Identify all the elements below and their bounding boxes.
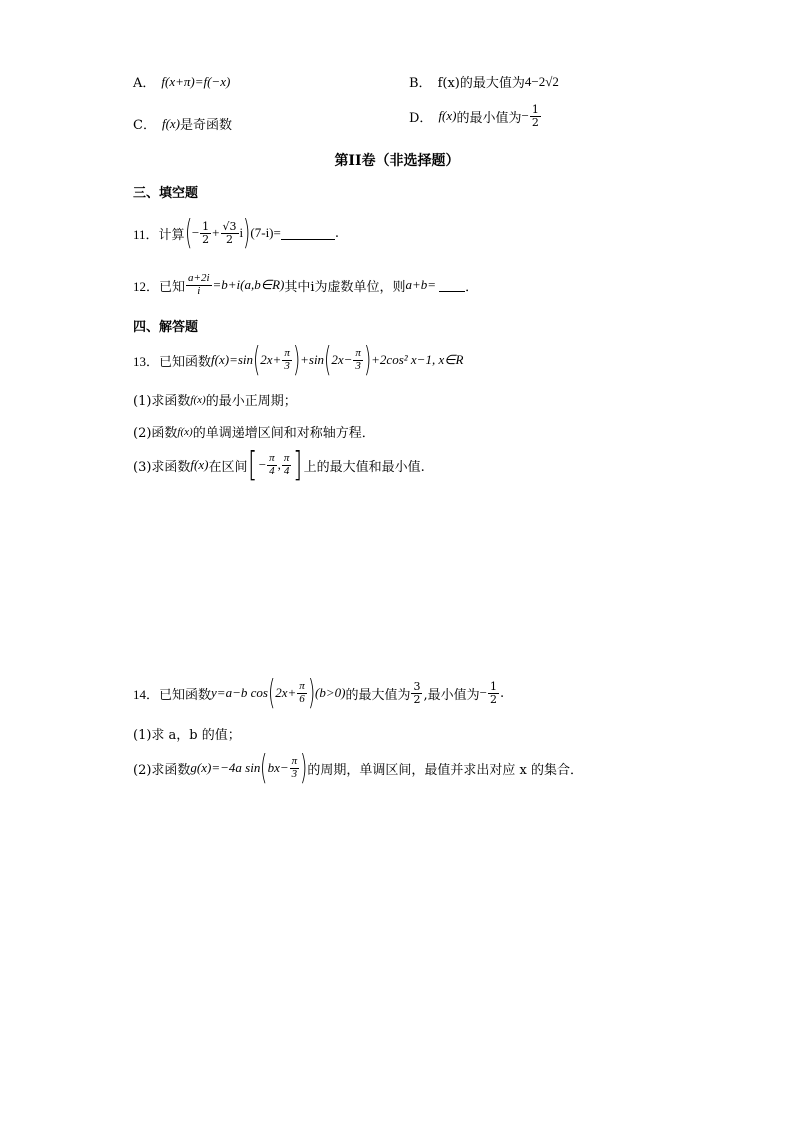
question-14	[133, 673, 505, 713]
q13-sub1-tail: 的最小正周期；	[205, 394, 297, 409]
option-a	[133, 72, 230, 91]
q14-sub2-text: (2)求函数	[133, 762, 191, 778]
fraction-denominator: 2	[413, 692, 421, 706]
fraction-numerator: π	[355, 346, 361, 359]
imaginary-unit: i	[239, 225, 244, 240]
left-paren: (	[324, 340, 332, 380]
fraction-denominator: 2	[531, 115, 539, 129]
fraction-denominator: i	[197, 284, 201, 297]
fraction-denominator: 2	[489, 692, 497, 706]
option-a-expr: f(x+π)=f(−x)	[161, 73, 231, 89]
fraction-denominator: 2	[202, 232, 210, 246]
option-d-text: 的最小值为	[456, 110, 522, 126]
fraction-denominator: 3	[355, 359, 361, 372]
q13-sub3-tail: 上的最大值和最小值.	[303, 459, 425, 475]
fraction-denominator: 3	[291, 767, 298, 780]
comma: ,	[277, 457, 281, 472]
q13-p2: 2x−	[331, 352, 353, 367]
q14-end: .	[499, 685, 505, 701]
fraction-denominator: 3	[284, 359, 290, 372]
q14-max-fraction	[411, 681, 422, 705]
plus-sign: +	[212, 225, 220, 240]
option-d-sign: −	[521, 108, 529, 124]
q11-number: 11．	[133, 226, 159, 242]
option-c-prefix: f(x)	[161, 115, 180, 131]
fraction-numerator: π	[269, 451, 275, 464]
q12-number: 12．	[133, 278, 160, 294]
option-d-fraction	[530, 104, 541, 128]
q13-p1: 2x+	[260, 352, 282, 367]
option-d-label: D．	[409, 110, 433, 126]
q11-text: 计算	[158, 227, 185, 243]
q12-expr2: a+b=	[405, 277, 437, 293]
fraction-numerator: π	[299, 679, 305, 692]
minus-sign: −	[258, 457, 267, 472]
q13-p1-fraction	[282, 348, 292, 372]
q14-sub2-expr: g(x)=−4a sin	[190, 760, 261, 775]
q13-p2-fraction	[353, 348, 363, 372]
q14-sub2-p: bx−	[267, 760, 289, 775]
q14-sub-1	[133, 724, 241, 743]
option-c	[133, 114, 232, 133]
q14-cond: (b>0)	[315, 685, 346, 700]
section-title-text: 第II卷（非选择题）	[334, 153, 460, 169]
q11-fraction-2	[221, 221, 239, 245]
q13-sub-2	[133, 422, 375, 441]
q11-fraction-1	[200, 221, 211, 245]
q13-sub-3	[133, 445, 425, 485]
q14-sub1-text: (1)求 a，b 的值；	[133, 728, 241, 743]
q13-expr-start: f(x)=sin	[211, 352, 254, 367]
q13-sub3-text: (3)求函数	[133, 459, 191, 475]
fraction-numerator: π	[284, 346, 290, 359]
right-paren: )	[300, 748, 308, 788]
solve-heading-text: 四、解答题	[133, 320, 199, 335]
fraction-numerator: π	[291, 754, 298, 767]
fraction-denominator: 4	[283, 464, 290, 477]
q14-p: 2x+	[275, 685, 297, 700]
q12-end: ．	[465, 279, 479, 295]
option-a-label: A．	[133, 76, 156, 91]
left-paren: (	[267, 673, 276, 713]
left-paren: (	[260, 748, 268, 788]
fraction-numerator: 1	[489, 679, 497, 693]
option-b-value: 4−2√2	[524, 73, 559, 89]
section-title	[0, 150, 794, 170]
q13-sub2-f: f(x)	[177, 425, 193, 438]
fraction-numerator: 1	[202, 219, 210, 233]
q13-text: 已知函数	[159, 354, 212, 370]
fraction-numerator: 3	[413, 679, 421, 693]
option-b-label: B．	[409, 76, 432, 91]
left-bracket: [	[248, 445, 258, 485]
solve-heading	[133, 316, 198, 335]
q13-sub3-f: f(x)	[190, 457, 209, 472]
q13-sub3-right-fraction	[282, 453, 292, 477]
left-paren: (	[253, 340, 261, 380]
option-c-suffix: 是奇函数	[180, 118, 233, 133]
q14-text: 已知函数	[159, 687, 212, 703]
q11-end: .	[334, 225, 339, 241]
right-paren: )	[363, 340, 372, 380]
fraction-numerator: √3	[222, 219, 237, 233]
option-b	[409, 72, 559, 91]
q14-sub-2	[133, 748, 584, 788]
q13-sub-1	[133, 390, 297, 409]
q12-expr: =b+i(a,b∈R)	[212, 277, 285, 293]
option-b-prefix: f(x)的最大值为	[437, 76, 525, 91]
fraction-denominator: 4	[269, 464, 275, 477]
option-d-prefix: f(x)	[438, 108, 457, 124]
fraction-denominator: 2	[226, 232, 233, 246]
q14-t2: ,最小值为	[423, 687, 480, 703]
q13-mid: +sin	[300, 352, 325, 367]
fill-in-heading-text: 三、填空题	[133, 186, 199, 201]
fraction-numerator: π	[283, 451, 290, 464]
q13-sub3-mid: 在区间	[208, 459, 248, 475]
q13-tail: +2cos² x−1, x∈R	[371, 352, 464, 367]
right-paren: )	[243, 213, 251, 253]
question-11	[133, 213, 339, 253]
q13-number: 13．	[133, 353, 160, 369]
fill-in-heading	[133, 182, 198, 201]
question-13	[133, 340, 464, 380]
q14-expr: y=a−b cos	[211, 685, 268, 700]
q14-sub2-tail: 的周期，单调区间，最值并求出对应 x 的集合．	[307, 762, 584, 778]
option-c-label: C．	[133, 118, 156, 133]
q13-sub2-text: (2)函数	[133, 426, 178, 441]
minus-sign: −	[191, 225, 200, 240]
q11-tail: (7-i)=	[250, 225, 281, 240]
right-paren: )	[292, 340, 301, 380]
q14-p-fraction	[297, 681, 307, 705]
answer-blank[interactable]	[439, 279, 465, 292]
q12-text1: 已知	[159, 279, 186, 295]
q12-fraction	[186, 273, 211, 297]
q13-sub1-f: f(x)	[190, 393, 206, 406]
right-bracket: ]	[293, 445, 303, 485]
q14-min-fraction	[488, 681, 499, 705]
q13-sub3-left-fraction	[267, 453, 277, 477]
fraction-denominator: 6	[299, 692, 305, 705]
q14-number: 14．	[133, 686, 160, 702]
fraction-numerator: a+2i	[188, 272, 210, 284]
q14-sub2-fraction	[290, 756, 300, 780]
answer-blank[interactable]	[281, 227, 335, 240]
left-paren: (	[184, 213, 192, 253]
fraction-numerator: 1	[531, 103, 539, 116]
q14-t1: 的最大值为	[345, 687, 411, 703]
right-paren: )	[307, 673, 316, 713]
q13-sub2-tail: 的单调递增区间和对称轴方程．	[192, 426, 375, 441]
q12-text2: 其中i为虚数单位，则	[284, 279, 406, 295]
question-12	[133, 273, 478, 297]
option-d	[409, 104, 542, 128]
q13-sub1-text: (1)求函数	[133, 394, 191, 409]
minus-sign: −	[479, 685, 487, 700]
